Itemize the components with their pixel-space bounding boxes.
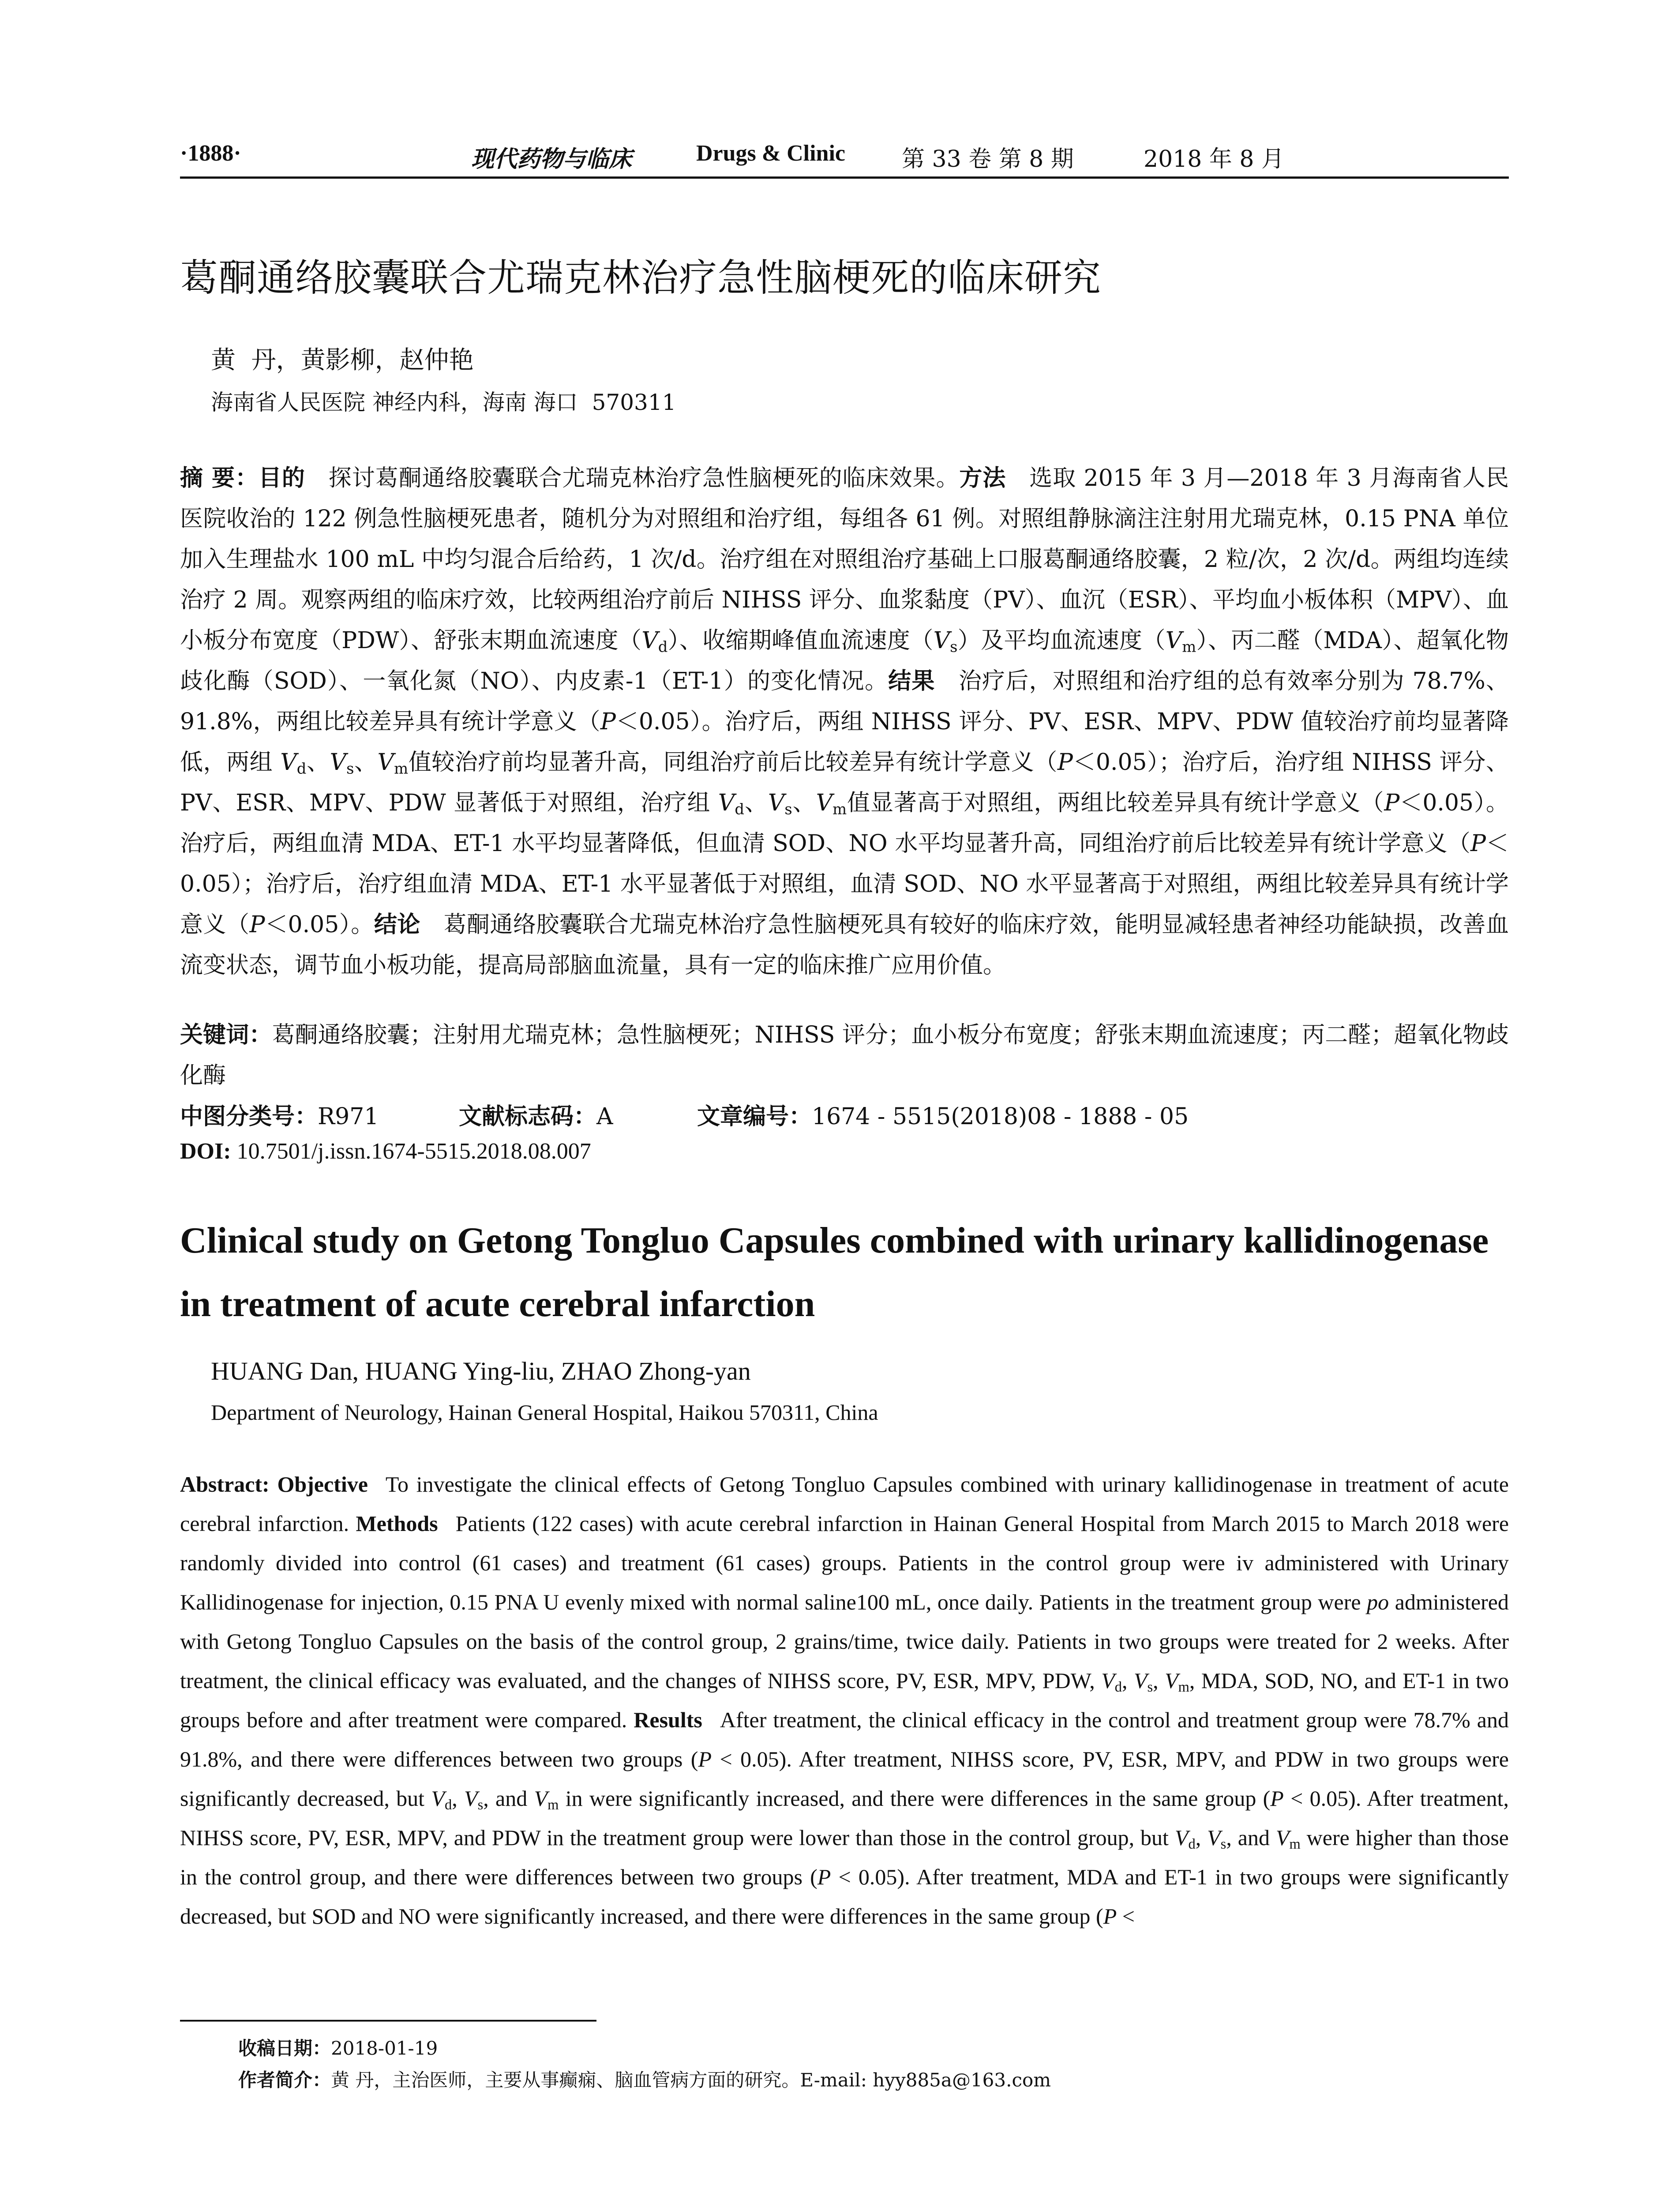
methods-label-en: Methods	[356, 1511, 438, 1536]
doc-code-value: A	[596, 1103, 613, 1130]
doi-value: 10.7501/j.issn.1674-5515.2018.08.007	[236, 1139, 591, 1164]
author-bio-text: 黄 丹，主治医师，主要从事癫痫、脑血管病方面的研究。E-mail: hyy885a@163.com	[331, 2069, 1051, 2091]
article-number	[697, 1098, 1189, 1131]
classification-line	[180, 1098, 379, 1131]
keywords-label: 关键词：	[180, 1022, 272, 1048]
received-value: 2018-01-19	[331, 2037, 438, 2059]
clc-label: 中图分类号：	[180, 1103, 318, 1130]
author-bio	[238, 2066, 1051, 2092]
journal-name-cn: 现代药物与临床	[471, 146, 632, 173]
journal-name-en: Drugs & Clinic	[696, 141, 845, 166]
keywords-text: 葛酮通络胶囊；注射用尤瑞克林；急性脑梗死；NIHSS 评分；血小板分布宽度；舒张末期血流速度；丙二醛；超氧化物歧化酶	[180, 1022, 1509, 1089]
article-no-value: 1674 - 5515(2018)08 - 1888 - 05	[812, 1103, 1189, 1130]
english-authors: HUANG Dan, HUANG Ying-liu, ZHAO Zhong-yan	[211, 1357, 751, 1385]
volume-issue: 第 33 卷 第 8 期	[902, 146, 1074, 173]
page-number: ·1888·	[180, 141, 241, 166]
chinese-affiliation: 海南省人民医院 神经内科，海南 海口 570311	[211, 390, 676, 415]
doi-line	[180, 1138, 591, 1164]
english-abstract: Abstract: Objective To investigate the clinical effects of Getong Tongluo Capsules combined with urinary kallidinogenase in treatment of acute cerebral infarction. Methods Patients (122 cases) with acute cerebral infarction in Hainan General Hospital from March 2015 to March 2018 were randomly divided into control (61 cases) and treatment (61 cases) groups. Patients in the control group were iv administered with Urinary Kallidinogenase for injection, 0.15 PNA U evenly mixed with normal saline100 mL, once daily. Patients in the treatment group were po administered with Getong Tongluo Capsules on the basis of the control group, 2 grains/time, twice daily. Patients in two groups were treated for 2 weeks. After treatment, the clinical efficacy was evaluated, and the changes of NIHSS score, PV, ESR, MPV, PDW, $V_d$, $V_s$, $V_m$, MDA, SOD, NO, and ET-1 in two groups before and after treatment were compared. Results After treatment, the clinical efficacy in the control and treatment group were 78.7% and 91.8%, and there were differences between two groups (P < 0.05). After treatment, NIHSS score, PV, ESR, MPV, and PDW in two groups were significantly decreased, but $V_d$, $V_s$, and $V_m$ in were significantly increased, and there were differences in the same group (P < 0.05). After treatment, NIHSS score, PV, ESR, MPV, and PDW in the treatment group were lower than those in the control group, but $V_d$, $V_s$, and $V_m$ were higher than those in the control group, and there were differences between two groups (P < 0.05). After treatment, MDA and ET-1 in two groups were significantly decreased, but SOD and NO were significantly increased, and there were differences in the same group (P <	[180, 1472, 1509, 1928]
received-label: 收稿日期：	[238, 2037, 331, 2059]
chinese-title: 葛酮通络胶囊联合尤瑞克林治疗急性脑梗死的临床研究	[180, 256, 1101, 300]
running-header	[180, 140, 1509, 176]
english-affiliation: Department of Neurology, Hainan General Hospital, Haikou 570311, China	[211, 1400, 878, 1425]
chinese-authors: 黄 丹，黄影柳，赵仲艳	[211, 346, 474, 375]
chinese-abstract: 摘 要：目的 探讨葛酮通络胶囊联合尤瑞克林治疗急性脑梗死的临床效果。方法 选取 2015 年 3 月—2018 年 3 月海南省人民医院收治的 122 例急性脑梗死患者，随机分为对照组和治疗组，每组各 61 例。对照组静脉滴注注射用尤瑞克林，0.15 PNA 单位加入生理盐水 100 mL 中均匀混合后给药，1 次/d。治疗组在对照组治疗基础上口服葛酮通络胶囊，2 粒/次，2 次/d。两组均连续治疗 2 周。观察两组的临床疗效，比较两组治疗前后 NIHSS 评分、血浆黏度（PV）、血沉（ESR）、平均血小板体积（MPV）、血小板分布宽度（PDW）、舒张末期血流速度$(V_d)$、收缩期峰值血流速度$(V_s)$及平均血流速度$(V_m)$、丙二醛（MDA）、超氧化物歧化酶（SOD）、一氧化氮（NO）、内皮素-1（ET-1）的变化情况。结果 治疗后，对照组和治疗组的总有效率分别为 78.7%、91.8%，两组比较差异具有统计学意义（P＜0.05）。治疗后，两组 NIHSS 评分、PV、ESR、MPV、PDW 值较治疗前均显著降低，两组 $V_d$、$V_s$、$V_m$值较治疗前均显著升高，同组治疗前后比较差异有统计学意义（P＜0.05）；治疗后，治疗组 NIHSS 评分、PV、ESR、MPV、PDW 显著低于对照组，治疗组 $V_d$、$V_s$、$V_m$值显著高于对照组，两组比较差异具有统计学意义（P＜0.05）。治疗后，两组血清 MDA、ET-1 水平均显著降低，但血清 SOD、NO 水平均显著升高，同组治疗前后比较差异有统计学意义（P＜0.05）；治疗后，治疗组血清 MDA、ET-1 水平显著低于对照组，血清 SOD、NO 水平显著高于对照组，两组比较差异具有统计学意义（P＜0.05）。结论 葛酮通络胶囊联合尤瑞克林治疗急性脑梗死具有较好的临床疗效，能明显减轻患者神经功能缺损，改善血流变状态，调节血小板功能，提高局部脑血流量，具有一定的临床推广应用价值。	[180, 465, 1509, 979]
results-label-cn: 结果	[888, 668, 935, 694]
doc-code-label: 文献标志码：	[459, 1103, 597, 1130]
document-code	[459, 1098, 613, 1131]
author-bio-label: 作者简介：	[238, 2069, 331, 2091]
results-label-en: Results	[634, 1707, 702, 1732]
english-title: Clinical study on Getong Tongluo Capsules combined with urinary kallidinogenase in treatment of acute cerebral infarction	[180, 1220, 1489, 1324]
issue-date: 2018 年 8 月	[1144, 146, 1285, 173]
results-text-en: After treatment, the clinical efficacy in the control and treatment group were 78.7% and 91.8%, and there were differences between two groups (	[180, 1707, 1509, 1771]
objective-label-cn: 目的	[258, 465, 305, 491]
article-no-label: 文章编号：	[697, 1103, 812, 1130]
results-text-cn: 治疗后，对照组和治疗组的总有效率分别为 78.7%、91.8%，两组比较差异具有统计学意义（	[180, 668, 1509, 735]
objective-text-cn: 探讨葛酮通络胶囊联合尤瑞克林治疗急性脑梗死的临床效果。	[328, 465, 960, 491]
conclusion-text-cn: 葛酮通络胶囊联合尤瑞克林治疗急性脑梗死具有较好的临床疗效，能明显减轻患者神经功能缺损，改善血流变状态，调节血小板功能，提高局部脑血流量，具有一定的临床推广应用价值。	[180, 912, 1509, 979]
abstract-label-en: Abstract:	[180, 1472, 270, 1497]
methods-label-cn: 方法	[959, 465, 1006, 491]
received-date	[238, 2034, 438, 2060]
clc-value: R971	[318, 1103, 379, 1130]
chinese-keywords	[180, 1015, 1509, 1096]
conclusion-label-cn: 结论	[374, 912, 420, 938]
doi-label: DOI:	[180, 1139, 231, 1164]
abstract-label-cn: 摘 要：	[180, 465, 259, 491]
objective-text-en: To investigate the clinical effects of Getong Tongluo Capsules combined with urinary kallidinogenase in treatment of acute cerebral infarction.	[180, 1472, 1509, 1536]
methods-text-cn-1: 选取 2015 年 3 月—2018 年 3 月海南省人民医院收治的 122 例急性脑梗死患者，随机分为对照组和治疗组，每组各 61 例。对照组静脉滴注注射用尤瑞克林，0.15 PNA 单位加入生理盐水 100 mL 中均匀混合后给药，1 次/d。治疗组在对照组治疗基础上口服葛酮通络胶囊，2 粒/次，2 次/d。两组均连续治疗 2 周。观察两组的临床疗效，比较两组治疗前后 NIHSS 评分、血浆黏度（PV）、血沉（ESR）、平均血小板体积（MPV）、血小板分布宽度（PDW）、舒张末期血流速度（	[180, 465, 1509, 654]
methods-text-en: Patients (122 cases) with acute cerebral infarction in Hainan General Hospital from March 2015 to March 2018 were randomly divided into control (61 cases) and treatment (61 cases) groups. Patients in the control group were iv administered with Urinary Kallidinogenase for injection, 0.15 PNA U evenly mixed with normal saline100 mL, once daily. Patients in the treatment group were	[180, 1511, 1509, 1614]
objective-label-en: Objective	[277, 1472, 368, 1497]
footnote-rule	[180, 2020, 596, 2022]
header-rule	[180, 176, 1509, 179]
